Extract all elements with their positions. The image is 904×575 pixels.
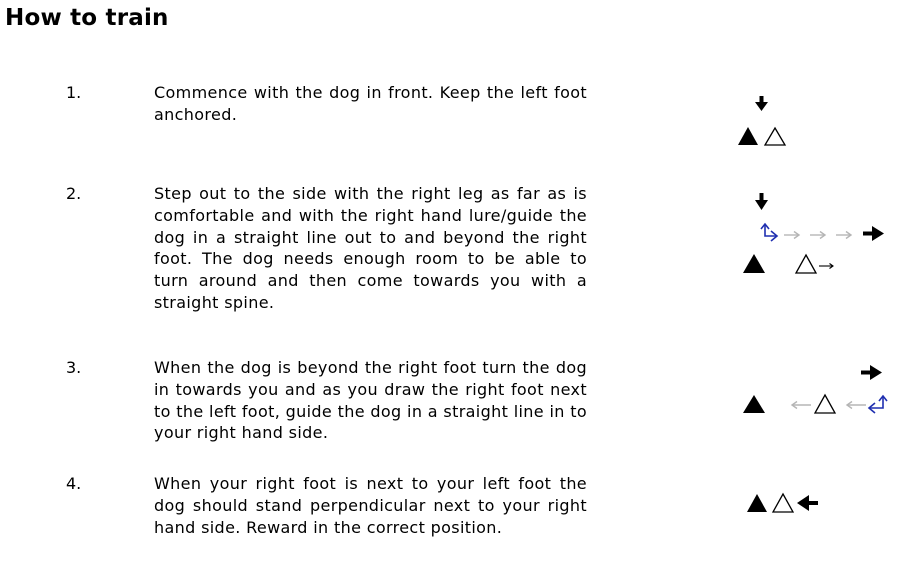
step-text: Step out to the side with the right leg as far as is comfortable and with the right hand lure/guide the dog in a straight line out to and beyond the right foot. The dog needs enough room to be able to turn around and then come towards you with a straight spine. bbox=[154, 184, 587, 312]
dog-arrow-right-icon bbox=[861, 365, 882, 380]
step-text: Commence with the dog in front. Keep the left foot anchored. bbox=[154, 83, 587, 124]
blue-turn-arrow-icon bbox=[869, 396, 887, 413]
left-foot-filled-triangle-icon bbox=[743, 254, 765, 273]
step-number: 4. bbox=[66, 474, 82, 493]
dog-arrow-left-icon bbox=[797, 495, 818, 511]
left-foot-filled-triangle-icon bbox=[738, 127, 758, 145]
grey-path-arrow-left-icon bbox=[792, 402, 811, 409]
right-foot-outline-triangle-icon bbox=[773, 494, 793, 512]
step-text: When the dog is beyond the right foot turn the dog in towards you and as you draw the right foot next to the left foot, guide the dog in a straight line in to your right hand side. bbox=[154, 358, 587, 443]
step-number: 2. bbox=[66, 184, 82, 203]
grey-path-arrows-icon bbox=[784, 232, 851, 239]
left-foot-filled-triangle-icon bbox=[743, 395, 765, 413]
left-foot-filled-triangle-icon bbox=[747, 494, 767, 512]
dog-arrow-down-icon bbox=[755, 96, 768, 111]
small-arrow-right-icon bbox=[819, 264, 833, 269]
step-text: When your right foot is next to your left foot the dog should stand perpendicular next to your right hand side. Reward in the correct position. bbox=[154, 474, 587, 537]
dog-arrow-right-icon bbox=[863, 226, 884, 241]
right-foot-outline-triangle-icon bbox=[796, 255, 816, 273]
page-title: How to train bbox=[5, 5, 169, 31]
blue-turn-arrow-icon bbox=[761, 224, 777, 241]
right-foot-outline-triangle-icon bbox=[815, 395, 835, 413]
dog-arrow-down-icon bbox=[755, 193, 768, 210]
step-number: 3. bbox=[66, 358, 82, 377]
step-number: 1. bbox=[66, 83, 82, 102]
grey-path-arrow-left-icon bbox=[847, 402, 866, 409]
right-foot-outline-triangle-icon bbox=[765, 128, 785, 145]
